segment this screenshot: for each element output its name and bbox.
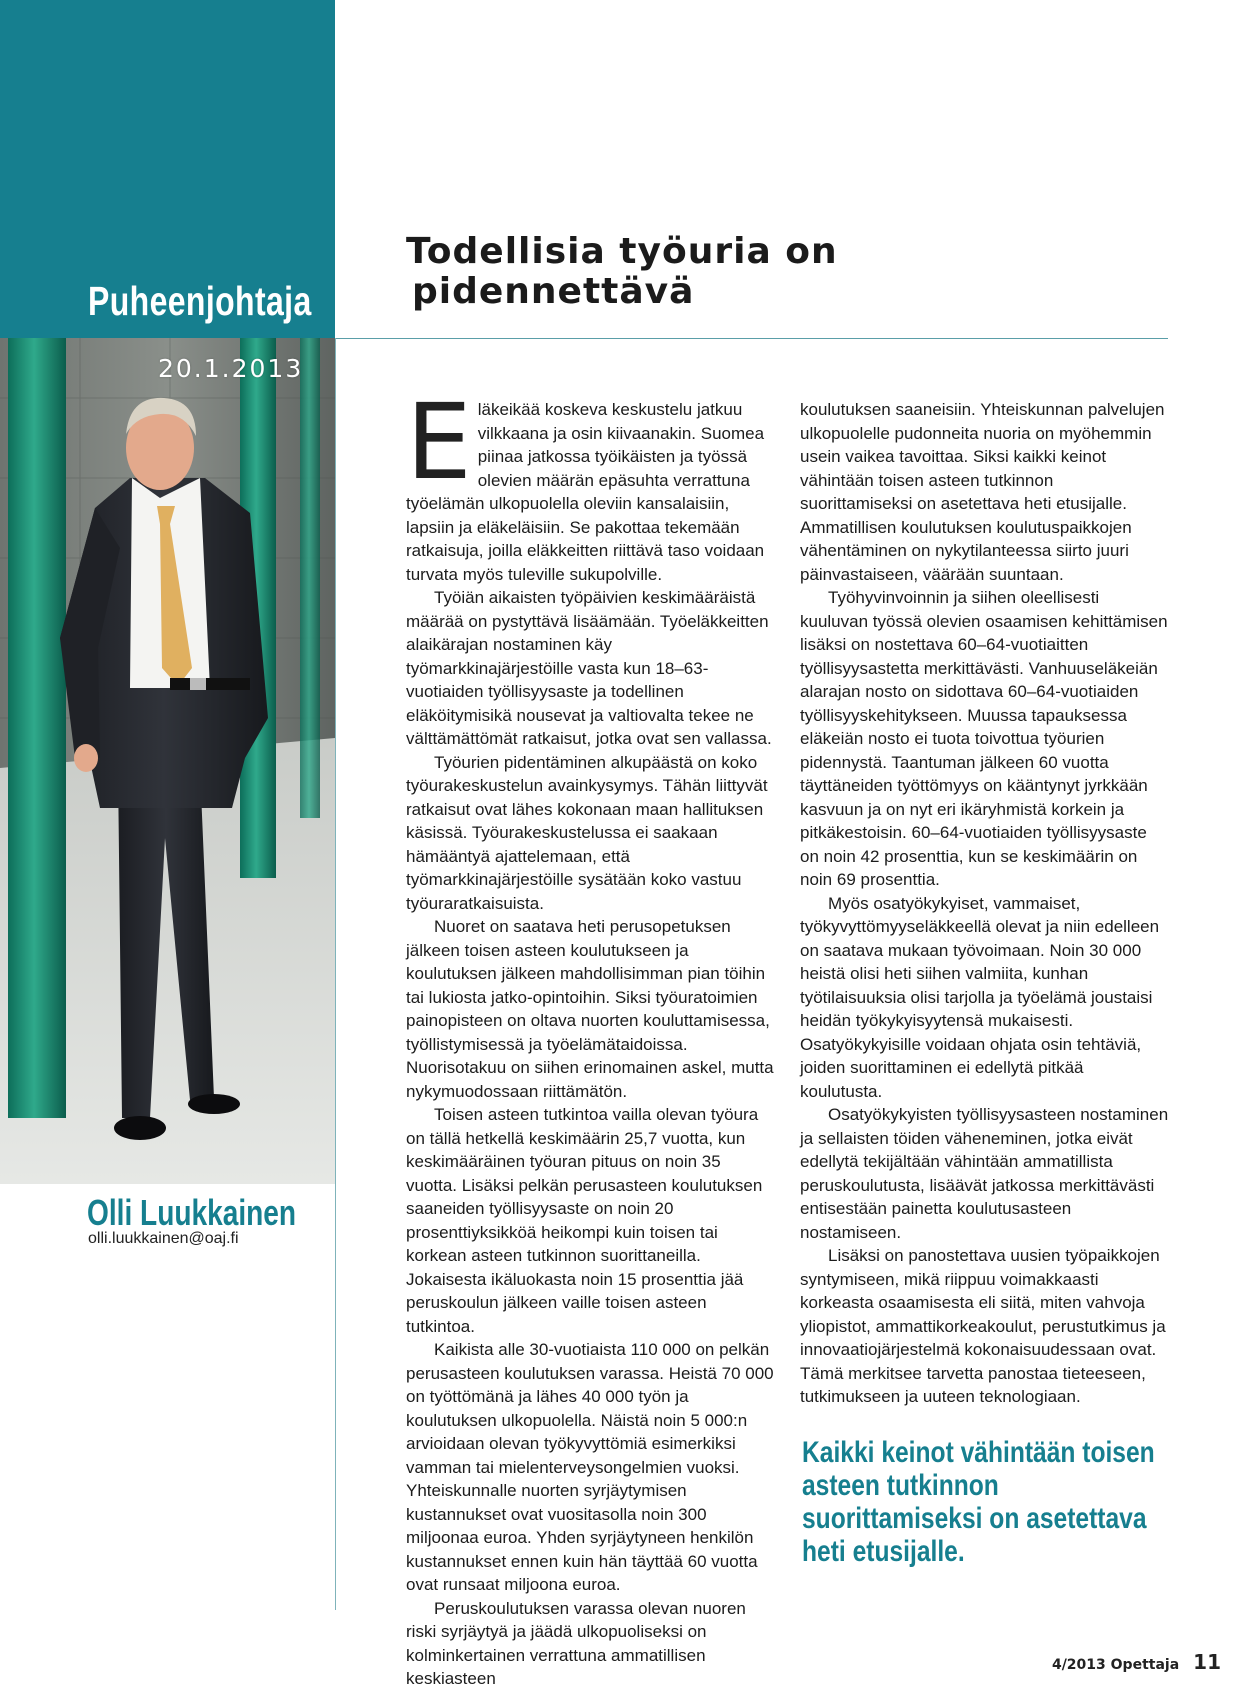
paragraph-text: läkeikää koskeva keskustelu jatkuu vilkkaana ja osin kiivaanakin. Suomea piinaa jatkossa työikäisten ja työssä olevien määrän epäsuhta verrattuna työelämän ulkopuolella oleviin kansalaisiin, lapsiin ja eläkeläisiin. Se pakottaa tekemään ratkaisuja, joilla eläkkeitten riittävä taso voidaan turvata myös tuleville sukupolville. [406,400,765,584]
page-title [406,232,1006,312]
article-paragraph [406,381,776,586]
article-paragraph: Työiän aikaisten työpäivien keskimääräistä määrää on pystyttävä lisäämään. Työeläkkeitten alaikärajan nostaminen käy työmarkkinajärjestöille vasta kun 18–63-vuotiaiden työllisyysaste ja todellinen eläköitymisikä nousevat ja valtiovalta tekee ne välttämättömät ratkaisut, jotka ovat sen vallassa. [406,588,772,748]
headline-line-2: pidennettävä [412,271,695,312]
page-footer [1052,1650,1221,1674]
article-paragraph: Osatyökykyisten työllisyysasteen nostaminen ja sellaisten töiden väheneminen, jotka eivät edellytä tekijältään vähintään ammatillista peruskoulutusta, lisäävät jatkossa merkittävästi entisestään painetta koulutusasteen nostamiseen. [800,1105,1169,1242]
column-divider [335,338,336,1610]
pull-quote-text: Kaikki keinot vähintään toisen asteen tutkinnon suorittamiseksi on asetettava heti etusijalle. [802,1436,1155,1568]
page-number: 11 [1193,1650,1221,1674]
article-paragraph: Kaikista alle 30-vuotiaista 110 000 on pelkän perusasteen koulutuksen varassa. Heistä 70 000 on työttömänä ja lähes 40 000 työn ja koulutuksen ulkopuolella. Näistä noin 5 000:n arvioidaan olevan työkyvyttömiä esimerkiksi vamman tai mielenterveysongelmien vuoksi. Yhteiskunnalle nuorten syrjäytymisen kustannukset ovat vuositasolla noin 300 miljoonaa euroa. Yhden syrjäytyneen henkilön kustannukset ennen kuin hän täyttää 60 vuotta ovat runsaat miljoona euroa. [406,1340,774,1594]
header-divider [335,338,1168,339]
article-paragraph: Toisen asteen tutkintoa vailla olevan työura on tällä hetkellä keskimäärin 25,7 vuotta, kun keskimääräinen työuran pituus on noin 35 vuotta. Lisäksi pelkän perusasteen koulutuksen saaneiden työllisyysaste on noin 20 prosenttiyksikköä heikompi kuin toisen tai korkean asteen tutkinnon suorittaneilla. Jokaisesta ikäluokasta noin 15 prosenttia jää peruskoulun jälkeen vaille toisen asteen tutkintoa. [406,1105,763,1336]
headline-line-1: Todellisia työuria on [406,231,838,272]
drop-cap: E [406,381,472,503]
pull-quote [802,1436,1182,1568]
article-paragraph: Työurien pidentäminen alkupäästä on koko työurakeskustelun avainkysymys. Tähän liittyvät ratkaisut ovat lähes kokonaan maan hallituksen käsissä. Työurakeskustelussa ei saakaan hämääntyä ajattelemaan, että työmarkkinajärjestöille sysätään koko vastuu työuraratkaisuista. [406,752,768,913]
author-name: Olli Luukkainen [87,1192,297,1233]
issue-label: 4/2013 Opettaja [1051,1657,1180,1673]
article-column-1 [406,381,776,1691]
author-photo [0,338,335,1184]
article-paragraph: Myös osatyökykyiset, vammaiset, työkyvyttömyyseläkkeellä olevat ja niin edelleen on saatava mukaan työvoimaan. Noin 30 000 heistä olisi heti siihen valmiita, kunhan työtilaisuuksia olisi tarjolla ja työelämä joustaisi heidän työkykyisyytensä mukaisesti. Osatyökykyisille voidaan ohjata osin tehtäviä, joiden suorittaminen ei edellytä pitkää koulutusta. [800,893,1160,1101]
article-paragraph: Lisäksi on panostettava uusien työpaikkojen syntymiseen, mikä riippuu voimakkaasti korkeasta osaamisesta eli siitä, miten vahvoja yliopistot, ammattikorkeakoulut, perustutkimus ja innovaatiojärjestelmä kokonaisuudessaan ovat. Tämä merkitsee tarvetta panostaa tieteeseen, tutkimukseen ja uuteen teknologiaan. [800,1246,1166,1406]
section-label: Puheenjohtaja [88,278,312,324]
author-email[interactable]: olli.luukkainen@oaj.fi [88,1230,239,1247]
publish-date: 20.1.2013 [158,354,304,383]
article-paragraph: Nuoret on saatava heti perusopetuksen jälkeen toisen asteen koulutukseen ja koulutuksen jälkeen mahdollisimman pian töihin tai lukiosta jatko-opintoihin. Siksi työuratoimien painopisteen on oltava nuorten kouluttamisessa, työllistymisessä ja työelämätaidoissa. Nuorisotakuu on siihen erinomainen askel, mutta nykymuodossaan riittämätön. [406,917,774,1101]
article-paragraph: koulutuksen saaneisiin. Yhteiskunnan palvelujen ulkopuolelle pudonneita nuoria on myöhemmin usein vaikea tavoittaa. Siksi kaikki keinot vähintään toisen asteen tutkinnon suorittamiseksi on asetettava heti etusijalle. Ammatillisen koulutuksen koulutuspaikkojen vähentäminen on nykytilanteessa siirto juuri päinvastaiseen, väärään suuntaan. [800,400,1165,584]
article-paragraph: Peruskoulutuksen varassa olevan nuoren riski syrjäytyä ja jäädä ulkopuoliseksi on kolminkertainen verrattuna ammatillisen keskiasteen [406,1598,746,1688]
article-paragraph: Työhyvinvoinnin ja siihen oleellisesti kuuluvan työssä olevien osaamisen kehittämisen lisäksi on nostettava 60–64-vuotiaitten työllisyysastetta merkittävästi. Vanhuuseläkeiän alarajan nosto on sidottava 60–64-vuotiaiden työllisyyskehitykseen. Muussa tapauksessa eläkeiän nosto ei tuota toivottua työurien pidennystä. Taantuman jälkeen 60 vuotta täyttäneiden työttömyys on kääntynyt jyrkkään kasvuun ja on nyt eri ikäryhmistä korkein ja pitkäkestoisin. 60–64-vuotiaiden työllisyysaste on noin 42 prosenttia, kun se keskimäärin on noin 69 prosenttia. [800,588,1168,889]
article-column-2 [800,398,1170,1409]
